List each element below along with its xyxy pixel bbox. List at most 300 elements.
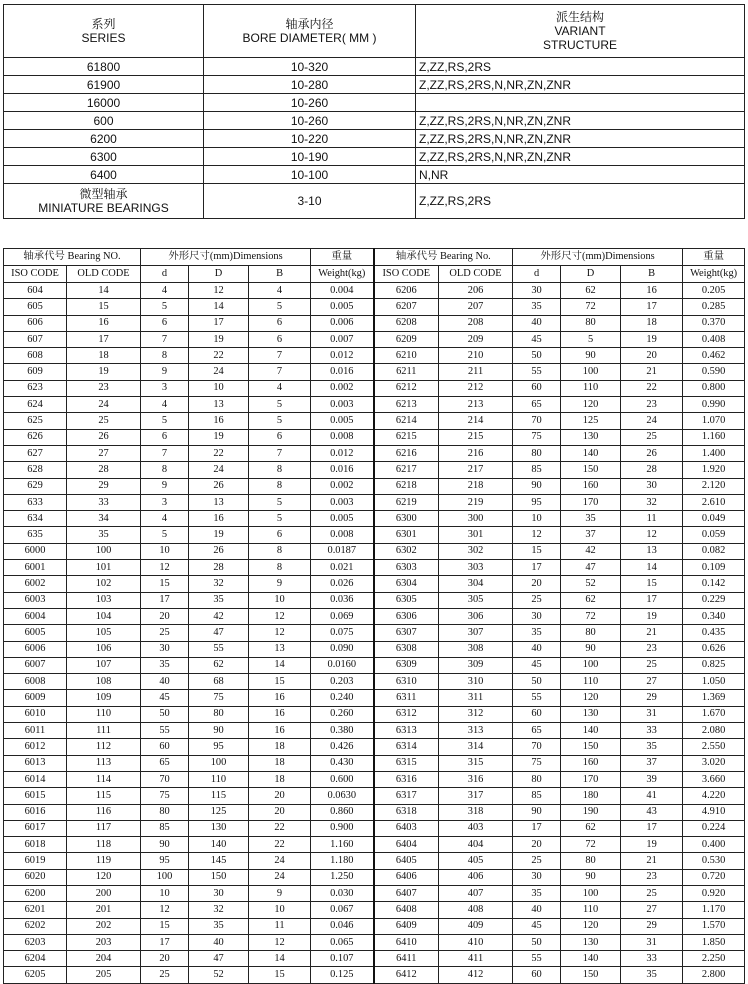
old-code-header-right: OLD CODE — [439, 266, 513, 283]
table-row — [4, 364, 745, 380]
bore-header — [204, 5, 416, 58]
old-code-cell: 109 — [67, 690, 141, 706]
old-code-right-cell: 302 — [439, 543, 513, 559]
weight-right-cell: 1.570 — [683, 918, 745, 934]
iso-code-cell: 6002 — [4, 576, 67, 592]
weight-right-cell: 0.825 — [683, 657, 745, 673]
B-cell: 5 — [249, 299, 311, 315]
table-row — [4, 690, 745, 706]
iso-code-right-cell: 6214 — [374, 413, 439, 429]
weight-cell: 0.380 — [311, 723, 374, 739]
dimensions-header-right: 外形尺寸(mm)Dimensions — [513, 249, 683, 266]
iso-code-right-cell: 6310 — [374, 674, 439, 690]
d-right-cell: 20 — [513, 576, 561, 592]
B-cell: 7 — [249, 348, 311, 364]
iso-code-cell: 6006 — [4, 641, 67, 657]
D-right-cell: 37 — [561, 527, 621, 543]
D-cell: 40 — [189, 934, 249, 950]
iso-code-right-cell: 6208 — [374, 315, 439, 331]
B-cell: 8 — [249, 478, 311, 494]
d-cell: 4 — [141, 511, 189, 527]
iso-code-right-cell: 6303 — [374, 560, 439, 576]
B-cell: 15 — [249, 967, 311, 983]
iso-code-right-cell: 6304 — [374, 576, 439, 592]
old-code-right-cell: 216 — [439, 445, 513, 461]
old-code-right-cell: 318 — [439, 804, 513, 820]
d-right-cell: 45 — [513, 331, 561, 347]
d-cell: 5 — [141, 299, 189, 315]
D-right-cell: 72 — [561, 608, 621, 624]
D-right-cell: 72 — [561, 299, 621, 315]
D-right-cell: 80 — [561, 853, 621, 869]
d-header-right: d — [513, 266, 561, 283]
weight-right-cell: 2.610 — [683, 494, 745, 510]
D-cell: 35 — [189, 592, 249, 608]
old-code-cell: 104 — [67, 608, 141, 624]
D-cell: 90 — [189, 723, 249, 739]
iso-code-cell: 628 — [4, 462, 67, 478]
B-right-cell: 32 — [621, 494, 683, 510]
miniature-bore-cell: 3-10 — [204, 184, 416, 219]
table-row — [4, 869, 745, 885]
old-code-cell: 35 — [67, 527, 141, 543]
D-right-cell: 120 — [561, 397, 621, 413]
B-cell: 16 — [249, 706, 311, 722]
table-row — [4, 429, 745, 445]
old-code-cell: 118 — [67, 837, 141, 853]
miniature-variant-cell: Z,ZZ,RS,2RS — [416, 184, 745, 219]
B-right-cell: 21 — [621, 364, 683, 380]
weight-right-cell: 0.340 — [683, 608, 745, 624]
iso-code-cell: 6018 — [4, 837, 67, 853]
bore-header-cn: 轴承内径 — [285, 17, 334, 31]
weight-right-cell: 1.850 — [683, 934, 745, 950]
table-row — [4, 478, 745, 494]
weight-cell: 0.016 — [311, 462, 374, 478]
weight-right-cell: 0.109 — [683, 560, 745, 576]
weight-cell: 0.005 — [311, 299, 374, 315]
B-right-cell: 11 — [621, 511, 683, 527]
d-cell: 12 — [141, 560, 189, 576]
old-code-right-cell: 313 — [439, 723, 513, 739]
B-cell: 14 — [249, 951, 311, 967]
table-row — [4, 771, 745, 787]
iso-code-cell: 6014 — [4, 771, 67, 787]
weight-cn-header-right: 重量 — [683, 249, 745, 266]
weight-cell: 0.008 — [311, 527, 374, 543]
D-cell: 95 — [189, 739, 249, 755]
D-right-cell: 170 — [561, 494, 621, 510]
table-row — [4, 494, 745, 510]
D-cell: 24 — [189, 364, 249, 380]
iso-code-cell: 6020 — [4, 869, 67, 885]
d-cell: 50 — [141, 706, 189, 722]
D-cell: 115 — [189, 788, 249, 804]
series-row — [4, 76, 745, 94]
d-right-cell: 50 — [513, 934, 561, 950]
series-cell: 6400 — [4, 166, 204, 184]
miniature-cn: 微型轴承 — [79, 187, 128, 201]
iso-code-right-cell: 6317 — [374, 788, 439, 804]
weight-cell: 1.250 — [311, 869, 374, 885]
d-right-cell: 55 — [513, 364, 561, 380]
d-cell: 40 — [141, 674, 189, 690]
old-code-right-cell: 407 — [439, 885, 513, 901]
old-code-cell: 110 — [67, 706, 141, 722]
B-cell: 8 — [249, 543, 311, 559]
B-right-cell: 26 — [621, 445, 683, 461]
d-cell: 15 — [141, 918, 189, 934]
B-right-cell: 19 — [621, 837, 683, 853]
d-right-cell: 17 — [513, 560, 561, 576]
weight-right-cell: 1.670 — [683, 706, 745, 722]
iso-code-right-cell: 6215 — [374, 429, 439, 445]
old-code-right-cell: 308 — [439, 641, 513, 657]
weight-cell: 0.012 — [311, 445, 374, 461]
weight-cell: 0.016 — [311, 364, 374, 380]
D-cell: 28 — [189, 560, 249, 576]
B-right-cell: 17 — [621, 299, 683, 315]
iso-code-cell: 609 — [4, 364, 67, 380]
B-header-right: B — [621, 266, 683, 283]
table-row — [4, 608, 745, 624]
D-cell: 32 — [189, 576, 249, 592]
weight-right-cell: 1.920 — [683, 462, 745, 478]
d-right-cell: 25 — [513, 592, 561, 608]
weight-cell: 0.430 — [311, 755, 374, 771]
iso-code-cell: 6009 — [4, 690, 67, 706]
series-row — [4, 166, 745, 184]
D-right-cell: 42 — [561, 543, 621, 559]
iso-code-cell: 6005 — [4, 625, 67, 641]
old-code-right-cell: 409 — [439, 918, 513, 934]
old-code-cell: 33 — [67, 494, 141, 510]
B-cell: 22 — [249, 837, 311, 853]
old-code-cell: 101 — [67, 560, 141, 576]
table-row — [4, 934, 745, 950]
iso-code-right-cell: 6211 — [374, 364, 439, 380]
d-cell: 90 — [141, 837, 189, 853]
weight-right-cell: 1.160 — [683, 429, 745, 445]
D-cell: 110 — [189, 771, 249, 787]
series-header-cn: 系列 — [91, 17, 116, 31]
B-cell: 6 — [249, 315, 311, 331]
iso-code-right-cell: 6409 — [374, 918, 439, 934]
D-right-cell: 170 — [561, 771, 621, 787]
D-cell: 140 — [189, 837, 249, 853]
old-code-right-cell: 215 — [439, 429, 513, 445]
variant-cell: Z,ZZ,RS,2RS — [416, 58, 745, 76]
B-right-cell: 13 — [621, 543, 683, 559]
weight-cell: 0.203 — [311, 674, 374, 690]
D-right-cell: 100 — [561, 885, 621, 901]
d-right-cell: 70 — [513, 413, 561, 429]
weight-right-cell: 2.250 — [683, 951, 745, 967]
B-right-cell: 25 — [621, 429, 683, 445]
B-cell: 8 — [249, 560, 311, 576]
weight-cell: 0.125 — [311, 967, 374, 983]
old-code-right-cell: 301 — [439, 527, 513, 543]
B-right-cell: 18 — [621, 315, 683, 331]
table-row — [4, 967, 745, 983]
old-code-cell: 202 — [67, 918, 141, 934]
old-code-right-cell: 406 — [439, 869, 513, 885]
series-cell: 6200 — [4, 130, 204, 148]
d-right-cell: 40 — [513, 315, 561, 331]
weight-right-cell: 0.462 — [683, 348, 745, 364]
D-cell: 52 — [189, 967, 249, 983]
B-cell: 18 — [249, 755, 311, 771]
B-right-cell: 39 — [621, 771, 683, 787]
B-cell: 22 — [249, 820, 311, 836]
d-cell: 17 — [141, 592, 189, 608]
iso-code-right-cell: 6405 — [374, 853, 439, 869]
weight-cell: 0.240 — [311, 690, 374, 706]
d-right-cell: 17 — [513, 820, 561, 836]
weight-right-cell: 2.120 — [683, 478, 745, 494]
table-row — [4, 739, 745, 755]
d-cell: 85 — [141, 820, 189, 836]
weight-cell: 0.026 — [311, 576, 374, 592]
old-code-right-cell: 307 — [439, 625, 513, 641]
d-cell: 12 — [141, 902, 189, 918]
iso-code-cell: 6205 — [4, 967, 67, 983]
d-cell: 80 — [141, 804, 189, 820]
D-cell: 145 — [189, 853, 249, 869]
D-cell: 130 — [189, 820, 249, 836]
iso-code-cell: 6013 — [4, 755, 67, 771]
weight-cell: 0.075 — [311, 625, 374, 641]
d-right-cell: 12 — [513, 527, 561, 543]
old-code-cell: 115 — [67, 788, 141, 804]
iso-code-cell: 605 — [4, 299, 67, 315]
B-right-cell: 17 — [621, 820, 683, 836]
iso-code-cell: 635 — [4, 527, 67, 543]
table-row — [4, 755, 745, 771]
D-cell: 55 — [189, 641, 249, 657]
d-right-cell: 70 — [513, 739, 561, 755]
weight-right-cell: 2.080 — [683, 723, 745, 739]
d-right-cell: 20 — [513, 837, 561, 853]
B-cell: 5 — [249, 397, 311, 413]
B-cell: 18 — [249, 771, 311, 787]
iso-code-cell: 6015 — [4, 788, 67, 804]
d-right-cell: 15 — [513, 543, 561, 559]
old-code-right-cell: 206 — [439, 283, 513, 299]
iso-code-cell: 608 — [4, 348, 67, 364]
weight-right-cell: 4.910 — [683, 804, 745, 820]
old-code-cell: 19 — [67, 364, 141, 380]
d-cell: 10 — [141, 885, 189, 901]
weight-cell: 0.0187 — [311, 543, 374, 559]
d-right-cell: 35 — [513, 625, 561, 641]
bore-cell: 10-260 — [204, 94, 416, 112]
old-code-right-cell: 214 — [439, 413, 513, 429]
D-right-cell: 120 — [561, 690, 621, 706]
weight-cell: 0.005 — [311, 511, 374, 527]
d-cell: 3 — [141, 494, 189, 510]
d-right-cell: 90 — [513, 478, 561, 494]
D-right-cell: 190 — [561, 804, 621, 820]
B-right-cell: 15 — [621, 576, 683, 592]
table-row — [4, 788, 745, 804]
B-right-cell: 29 — [621, 690, 683, 706]
variant-cell: N,NR — [416, 166, 745, 184]
iso-code-right-cell: 6313 — [374, 723, 439, 739]
d-right-cell: 30 — [513, 869, 561, 885]
iso-code-cell: 6204 — [4, 951, 67, 967]
iso-code-right-cell: 6307 — [374, 625, 439, 641]
weight-right-cell: 4.220 — [683, 788, 745, 804]
weight-right-cell: 0.229 — [683, 592, 745, 608]
table-row — [4, 380, 745, 396]
old-code-cell: 106 — [67, 641, 141, 657]
weight-right-cell: 0.370 — [683, 315, 745, 331]
iso-code-cell: 6007 — [4, 657, 67, 673]
D-cell: 47 — [189, 625, 249, 641]
series-row — [4, 112, 745, 130]
B-right-cell: 37 — [621, 755, 683, 771]
bearing-no-header-right: 轴承代号 Bearing No. — [374, 249, 513, 266]
table-row — [4, 837, 745, 853]
D-cell: 24 — [189, 462, 249, 478]
B-right-cell: 27 — [621, 902, 683, 918]
old-code-cell: 200 — [67, 885, 141, 901]
weight-cell: 0.007 — [311, 331, 374, 347]
d-cell: 45 — [141, 690, 189, 706]
weight-right-cell: 1.170 — [683, 902, 745, 918]
old-code-cell: 116 — [67, 804, 141, 820]
B-cell: 18 — [249, 739, 311, 755]
iso-code-right-cell: 6308 — [374, 641, 439, 657]
weight-right-cell: 0.142 — [683, 576, 745, 592]
iso-code-right-cell: 6213 — [374, 397, 439, 413]
weight-cell: 0.260 — [311, 706, 374, 722]
D-cell: 100 — [189, 755, 249, 771]
D-cell: 19 — [189, 429, 249, 445]
old-code-cell: 100 — [67, 543, 141, 559]
D-right-cell: 130 — [561, 706, 621, 722]
B-right-cell: 20 — [621, 348, 683, 364]
iso-code-right-cell: 6403 — [374, 820, 439, 836]
weight-right-cell: 0.049 — [683, 511, 745, 527]
d-right-cell: 35 — [513, 299, 561, 315]
old-code-cell: 111 — [67, 723, 141, 739]
B-cell: 15 — [249, 674, 311, 690]
B-cell: 20 — [249, 804, 311, 820]
weight-cell: 0.008 — [311, 429, 374, 445]
variant-cell: Z,ZZ,RS,2RS,N,NR,ZN,ZNR — [416, 76, 745, 94]
B-right-cell: 14 — [621, 560, 683, 576]
old-code-cell: 107 — [67, 657, 141, 673]
table-row — [4, 560, 745, 576]
d-right-cell: 80 — [513, 771, 561, 787]
weight-cell: 0.036 — [311, 592, 374, 608]
d-cell: 5 — [141, 413, 189, 429]
old-code-cell: 18 — [67, 348, 141, 364]
weight-right-cell: 1.400 — [683, 445, 745, 461]
weight-cell: 0.900 — [311, 820, 374, 836]
D-right-cell: 150 — [561, 462, 621, 478]
D-right-cell: 90 — [561, 348, 621, 364]
table-row — [4, 511, 745, 527]
old-code-right-cell: 208 — [439, 315, 513, 331]
weight-cell: 0.002 — [311, 478, 374, 494]
D-cell: 22 — [189, 348, 249, 364]
d-right-cell: 40 — [513, 641, 561, 657]
B-right-cell: 23 — [621, 397, 683, 413]
iso-code-right-cell: 6316 — [374, 771, 439, 787]
series-table — [3, 4, 745, 219]
old-code-right-cell: 212 — [439, 380, 513, 396]
bore-cell: 10-280 — [204, 76, 416, 94]
iso-code-right-cell: 6212 — [374, 380, 439, 396]
weight-cell: 0.046 — [311, 918, 374, 934]
B-cell: 6 — [249, 429, 311, 445]
weight-right-cell: 0.590 — [683, 364, 745, 380]
table-row — [4, 674, 745, 690]
D-cell: 12 — [189, 283, 249, 299]
weight-cell: 0.0630 — [311, 788, 374, 804]
weight-cell: 0.600 — [311, 771, 374, 787]
iso-code-right-cell: 6406 — [374, 869, 439, 885]
weight-right-cell: 2.800 — [683, 967, 745, 983]
weight-cell: 0.067 — [311, 902, 374, 918]
iso-code-right-cell: 6216 — [374, 445, 439, 461]
iso-code-right-cell: 6312 — [374, 706, 439, 722]
d-cell: 4 — [141, 397, 189, 413]
table-row — [4, 885, 745, 901]
table-row — [4, 592, 745, 608]
series-row — [4, 94, 745, 112]
D-cell: 17 — [189, 315, 249, 331]
iso-code-cell: 6016 — [4, 804, 67, 820]
old-code-right-cell: 317 — [439, 788, 513, 804]
series-cell: 61800 — [4, 58, 204, 76]
B-header: B — [249, 266, 311, 283]
weight-cn-header: 重量 — [311, 249, 374, 266]
iso-code-cell: 607 — [4, 331, 67, 347]
d-cell: 25 — [141, 967, 189, 983]
old-code-right-cell: 410 — [439, 934, 513, 950]
B-cell: 12 — [249, 608, 311, 624]
D-right-cell: 160 — [561, 755, 621, 771]
weight-right-cell: 0.285 — [683, 299, 745, 315]
iso-code-cell: 6017 — [4, 820, 67, 836]
B-cell: 24 — [249, 869, 311, 885]
old-code-cell: 27 — [67, 445, 141, 461]
d-right-cell: 75 — [513, 429, 561, 445]
old-code-cell: 108 — [67, 674, 141, 690]
old-code-right-cell: 211 — [439, 364, 513, 380]
old-code-cell: 34 — [67, 511, 141, 527]
iso-code-cell: 6203 — [4, 934, 67, 950]
variant-cell — [416, 94, 745, 112]
d-cell: 6 — [141, 315, 189, 331]
weight-right-cell: 0.990 — [683, 397, 745, 413]
D-right-cell: 120 — [561, 918, 621, 934]
weight-right-cell: 2.550 — [683, 739, 745, 755]
B-cell: 12 — [249, 934, 311, 950]
old-code-right-cell: 305 — [439, 592, 513, 608]
table-row — [4, 641, 745, 657]
B-right-cell: 33 — [621, 723, 683, 739]
iso-code-right-cell: 6318 — [374, 804, 439, 820]
d-right-cell: 55 — [513, 951, 561, 967]
d-right-cell: 95 — [513, 494, 561, 510]
D-cell: 13 — [189, 397, 249, 413]
d-right-cell: 60 — [513, 706, 561, 722]
